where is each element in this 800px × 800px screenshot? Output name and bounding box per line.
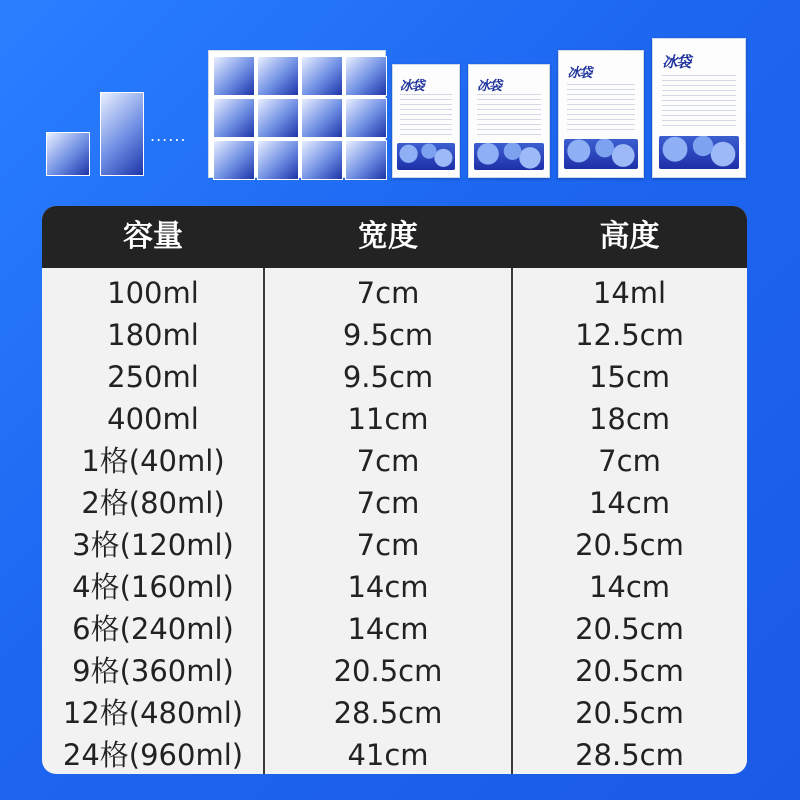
table-row [42,356,747,398]
cell-capacity: 6格(240ml) [72,612,234,646]
cell-capacity: 250ml [107,360,199,394]
cell-height: 12.5cm [575,318,684,352]
cell-capacity: 9格(360ml) [72,654,234,688]
cell-capacity: 2格(80ml) [81,486,225,520]
cell-capacity: 12格(480ml) [62,696,244,730]
column-divider [511,268,513,774]
sheet-cell [345,56,387,96]
cell-capacity: 4格(160ml) [72,570,234,604]
cell-width: 14cm [347,612,429,646]
cell-width: 20.5cm [333,654,443,688]
table-row [42,608,747,650]
cell-capacity: 180ml [107,318,199,352]
ice-bag-small-image [392,64,460,178]
column-divider [263,268,265,774]
table-row [42,692,747,734]
sheet-cell [213,56,255,96]
cell-capacity: 1格(40ml) [81,444,225,478]
table-row [42,482,747,524]
cell-width: 28.5cm [333,696,443,730]
cell-height: 20.5cm [575,696,684,730]
table-row [42,734,747,774]
header-height: 高度 [599,219,660,254]
sheet-cell [257,98,299,138]
pack-text-lines [477,94,541,137]
cell-width: 11cm [347,402,429,436]
cell-capacity: 24格(960ml) [62,738,244,772]
sheet-cell [301,56,343,96]
cell-width: 9.5cm [342,318,434,352]
cell-width: 9.5cm [342,360,434,394]
ice-bag-large-image [558,50,644,178]
table-row [42,314,747,356]
table-header [42,206,747,268]
pack-logo: 冰袋 [567,66,592,82]
header-capacity: 容量 [123,219,183,254]
table-row [42,272,747,314]
table-row [42,650,747,692]
ice-pack-1-cell-image [46,132,90,176]
pack-text-lines [662,75,736,127]
cell-capacity: 400ml [107,402,199,436]
pack-logo: 冰袋 [662,53,691,72]
cell-height: 7cm [598,444,661,478]
sheet-cell [213,98,255,138]
cell-width: 7cm [356,528,420,562]
ice-bag-medium-image [468,64,550,178]
ice-pack-12-cell-sheet-image [208,50,386,178]
cell-height: 14ml [592,276,667,310]
cell-height: 28.5cm [575,738,684,772]
sheet-cell [257,56,299,96]
cell-height: 20.5cm [575,528,684,562]
pack-logo: 冰袋 [399,79,424,95]
cell-capacity: 100ml [107,276,199,310]
ice-pack-2-cell-image [100,92,144,176]
sheet-cell [345,140,387,180]
cell-height: 14cm [588,570,671,604]
product-images [0,0,800,190]
ice-cubes-graphic [474,143,544,170]
pack-text-lines [400,94,453,137]
sheet-cell [301,140,343,180]
sheet-cell [301,98,343,138]
cell-height: 14cm [588,486,671,520]
cell-width: 14cm [347,570,429,604]
cell-width: 41cm [347,738,429,772]
table-row [42,440,747,482]
ice-cubes-graphic [397,143,455,170]
pack-text-lines [567,84,634,132]
sheet-cell [213,140,255,180]
size-table [42,206,747,774]
cell-capacity: 3格(120ml) [72,528,234,562]
table-row [42,398,747,440]
cell-width: 7cm [356,276,420,310]
cell-width: 7cm [356,444,420,478]
ice-cubes-graphic [659,136,740,169]
sheet-cell [345,98,387,138]
cell-height: 20.5cm [575,612,684,646]
table-row [42,566,747,608]
sheet-cell [257,140,299,180]
cell-width: 7cm [356,486,420,520]
cell-height: 20.5cm [575,654,684,688]
more-sizes-ellipsis: ...... [150,126,187,145]
ice-cubes-graphic [564,139,638,169]
header-width: 宽度 [358,219,418,254]
cell-height: 15cm [588,360,671,394]
cell-height: 18cm [588,402,671,436]
pack-logo: 冰袋 [477,79,502,95]
ice-bag-xlarge-image [652,38,746,178]
table-row [42,524,747,566]
